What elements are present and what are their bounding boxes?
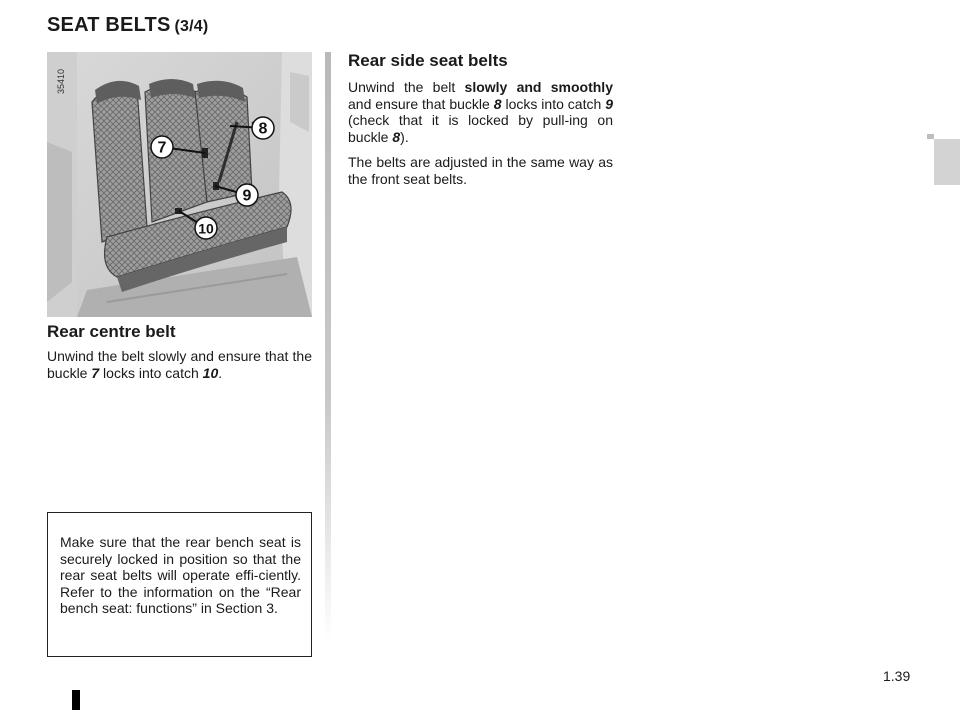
rear-side-belts-heading: Rear side seat belts <box>348 51 508 70</box>
page-title-main: SEAT BELTS <box>47 14 171 36</box>
rear-seat-illustration <box>47 52 312 317</box>
text-run: locks into catch <box>501 95 606 112</box>
text-run: and ensure that buckle <box>348 95 494 112</box>
svg-text:10: 10 <box>198 220 214 237</box>
rear-seat-drawing <box>47 52 312 317</box>
buckle-ref: 8 <box>493 95 502 112</box>
text-run: Unwind the belt <box>348 79 465 95</box>
catch-ref: 10 <box>202 364 219 381</box>
rear-centre-belt-text <box>47 348 312 381</box>
svg-text:8: 8 <box>258 120 268 138</box>
text-run: (check that it is locked by pull-ing on buckle <box>348 112 613 145</box>
text-run: . <box>218 364 223 381</box>
text-run: Unwind the belt slowly and ensure that the buckle <box>47 348 312 381</box>
buckle-ref: 8 <box>392 128 401 145</box>
page-title <box>47 14 208 37</box>
text-run: ). <box>400 128 409 145</box>
buckle-ref: 7 <box>91 364 100 381</box>
page-number: 1.39 <box>883 668 911 684</box>
rear-centre-belt-heading: Rear centre belt <box>47 322 176 341</box>
svg-text:9: 9 <box>242 187 252 205</box>
page-title-part: (3/4) <box>174 18 209 35</box>
rear-side-belts-text <box>348 79 613 145</box>
section-tab-notch <box>927 134 934 139</box>
column-divider <box>325 52 331 642</box>
svg-text:7: 7 <box>157 139 167 157</box>
rear-side-belts-adjust-text: The belts are adjusted in the same way as the front seat belts. <box>348 154 613 187</box>
section-tab <box>934 139 960 185</box>
catch-ref: 9 <box>605 95 613 112</box>
figure-ref-number: 35410 <box>56 68 66 94</box>
corner-mark <box>72 690 80 710</box>
note-box <box>47 512 312 657</box>
text-run: locks into catch <box>99 364 203 381</box>
note-text: Make sure that the rear bench seat is securely locked in position so that the rear seat belts will operate effi-ciently. Refer to the information on the “Rear bench seat: functions” in Section 3. <box>60 534 301 617</box>
emphasis: slowly and smoothly <box>464 79 613 95</box>
